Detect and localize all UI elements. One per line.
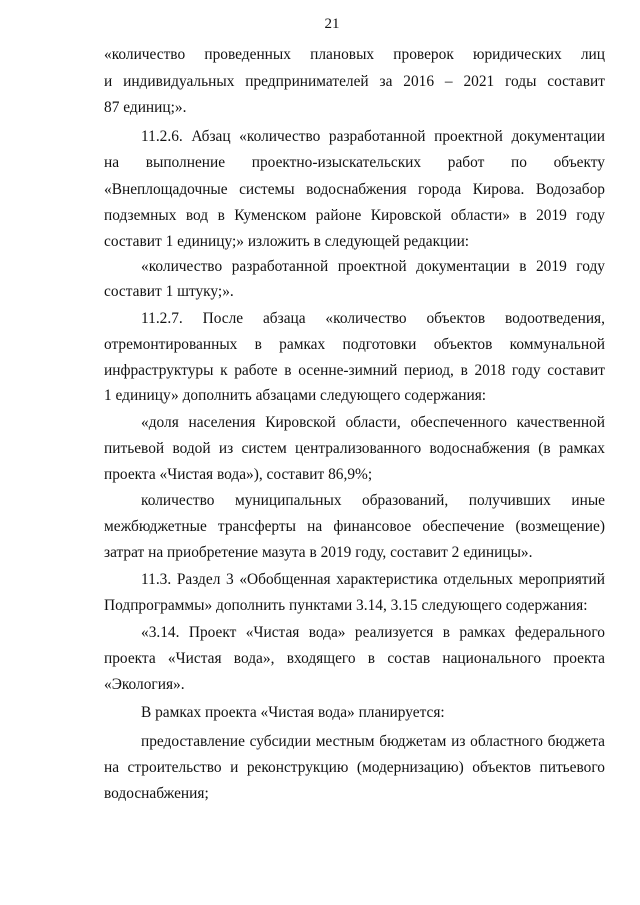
page-number: 21 xyxy=(324,16,340,32)
text-line: на выполнение проектно-изыскательских работ по объекту xyxy=(104,154,605,171)
text-line: Подпрограммы» дополнить пунктами 3.14, 3.15 следующего содержания: xyxy=(104,597,588,614)
text-line: 1 единицу» дополнить абзацами следующего содержания: xyxy=(104,387,487,404)
text-line: 11.2.6. Абзац «количество разработанной проектной документации xyxy=(141,128,605,145)
text-line: «количество разработанной проектной документации в 2019 году xyxy=(141,258,605,275)
text-line: 11.2.7. После абзаца «количество объектов водоотведения, xyxy=(141,310,605,327)
text-line: 87 единиц;». xyxy=(104,99,187,116)
text-line: на строительство и реконструкцию (модернизацию) объектов питьевого xyxy=(104,759,605,776)
text-line: проекта «Чистая вода»), составит 86,9%; xyxy=(104,466,373,483)
text-line: водоснабжения; xyxy=(104,785,209,802)
text-line: «количество проведенных плановых проверок юридических лиц xyxy=(104,46,605,63)
text-line: составит 1 штуку;». xyxy=(104,283,234,300)
text-line: «доля населения Кировской области, обеспеченного качественной xyxy=(141,414,605,431)
text-line: межбюджетные трансферты на финансовое обеспечение (возмещение) xyxy=(104,518,605,535)
text-line: «Экология». xyxy=(104,676,185,693)
text-line: «3.14. Проект «Чистая вода» реализуется в рамках федерального xyxy=(141,624,605,641)
text-line: отремонтированных в рамках подготовки объектов коммунальной xyxy=(104,336,605,353)
text-line: 11.3. Раздел 3 «Обобщенная характеристика отдельных мероприятий xyxy=(141,571,605,588)
text-line: В рамках проекта «Чистая вода» планируется: xyxy=(141,704,445,721)
text-line: составит 1 единицу;» изложить в следующей редакции: xyxy=(104,233,470,250)
text-line: «Внеплощадочные системы водоснабжения города Кирова. Водозабор xyxy=(104,181,605,198)
text-line: затрат на приобретение мазута в 2019 году, составит 2 единицы». xyxy=(104,544,533,561)
text-line: предоставление субсидии местным бюджетам из областного бюджета xyxy=(141,733,605,750)
text-line: и индивидуальных предпринимателей за 2016 – 2021 годы составит xyxy=(104,73,605,90)
text-line: инфраструктуры к работе в осенне-зимний период, в 2018 году составит xyxy=(104,362,605,379)
text-line: проекта «Чистая вода», входящего в состав национального проекта xyxy=(104,650,605,667)
text-line: количество муниципальных образований, получивших иные xyxy=(141,492,605,509)
text-line: подземных вод в Куменском районе Кировской области» в 2019 году xyxy=(104,207,605,224)
text-line: питьевой водой из систем централизованного водоснабжения (в рамках xyxy=(104,440,605,457)
